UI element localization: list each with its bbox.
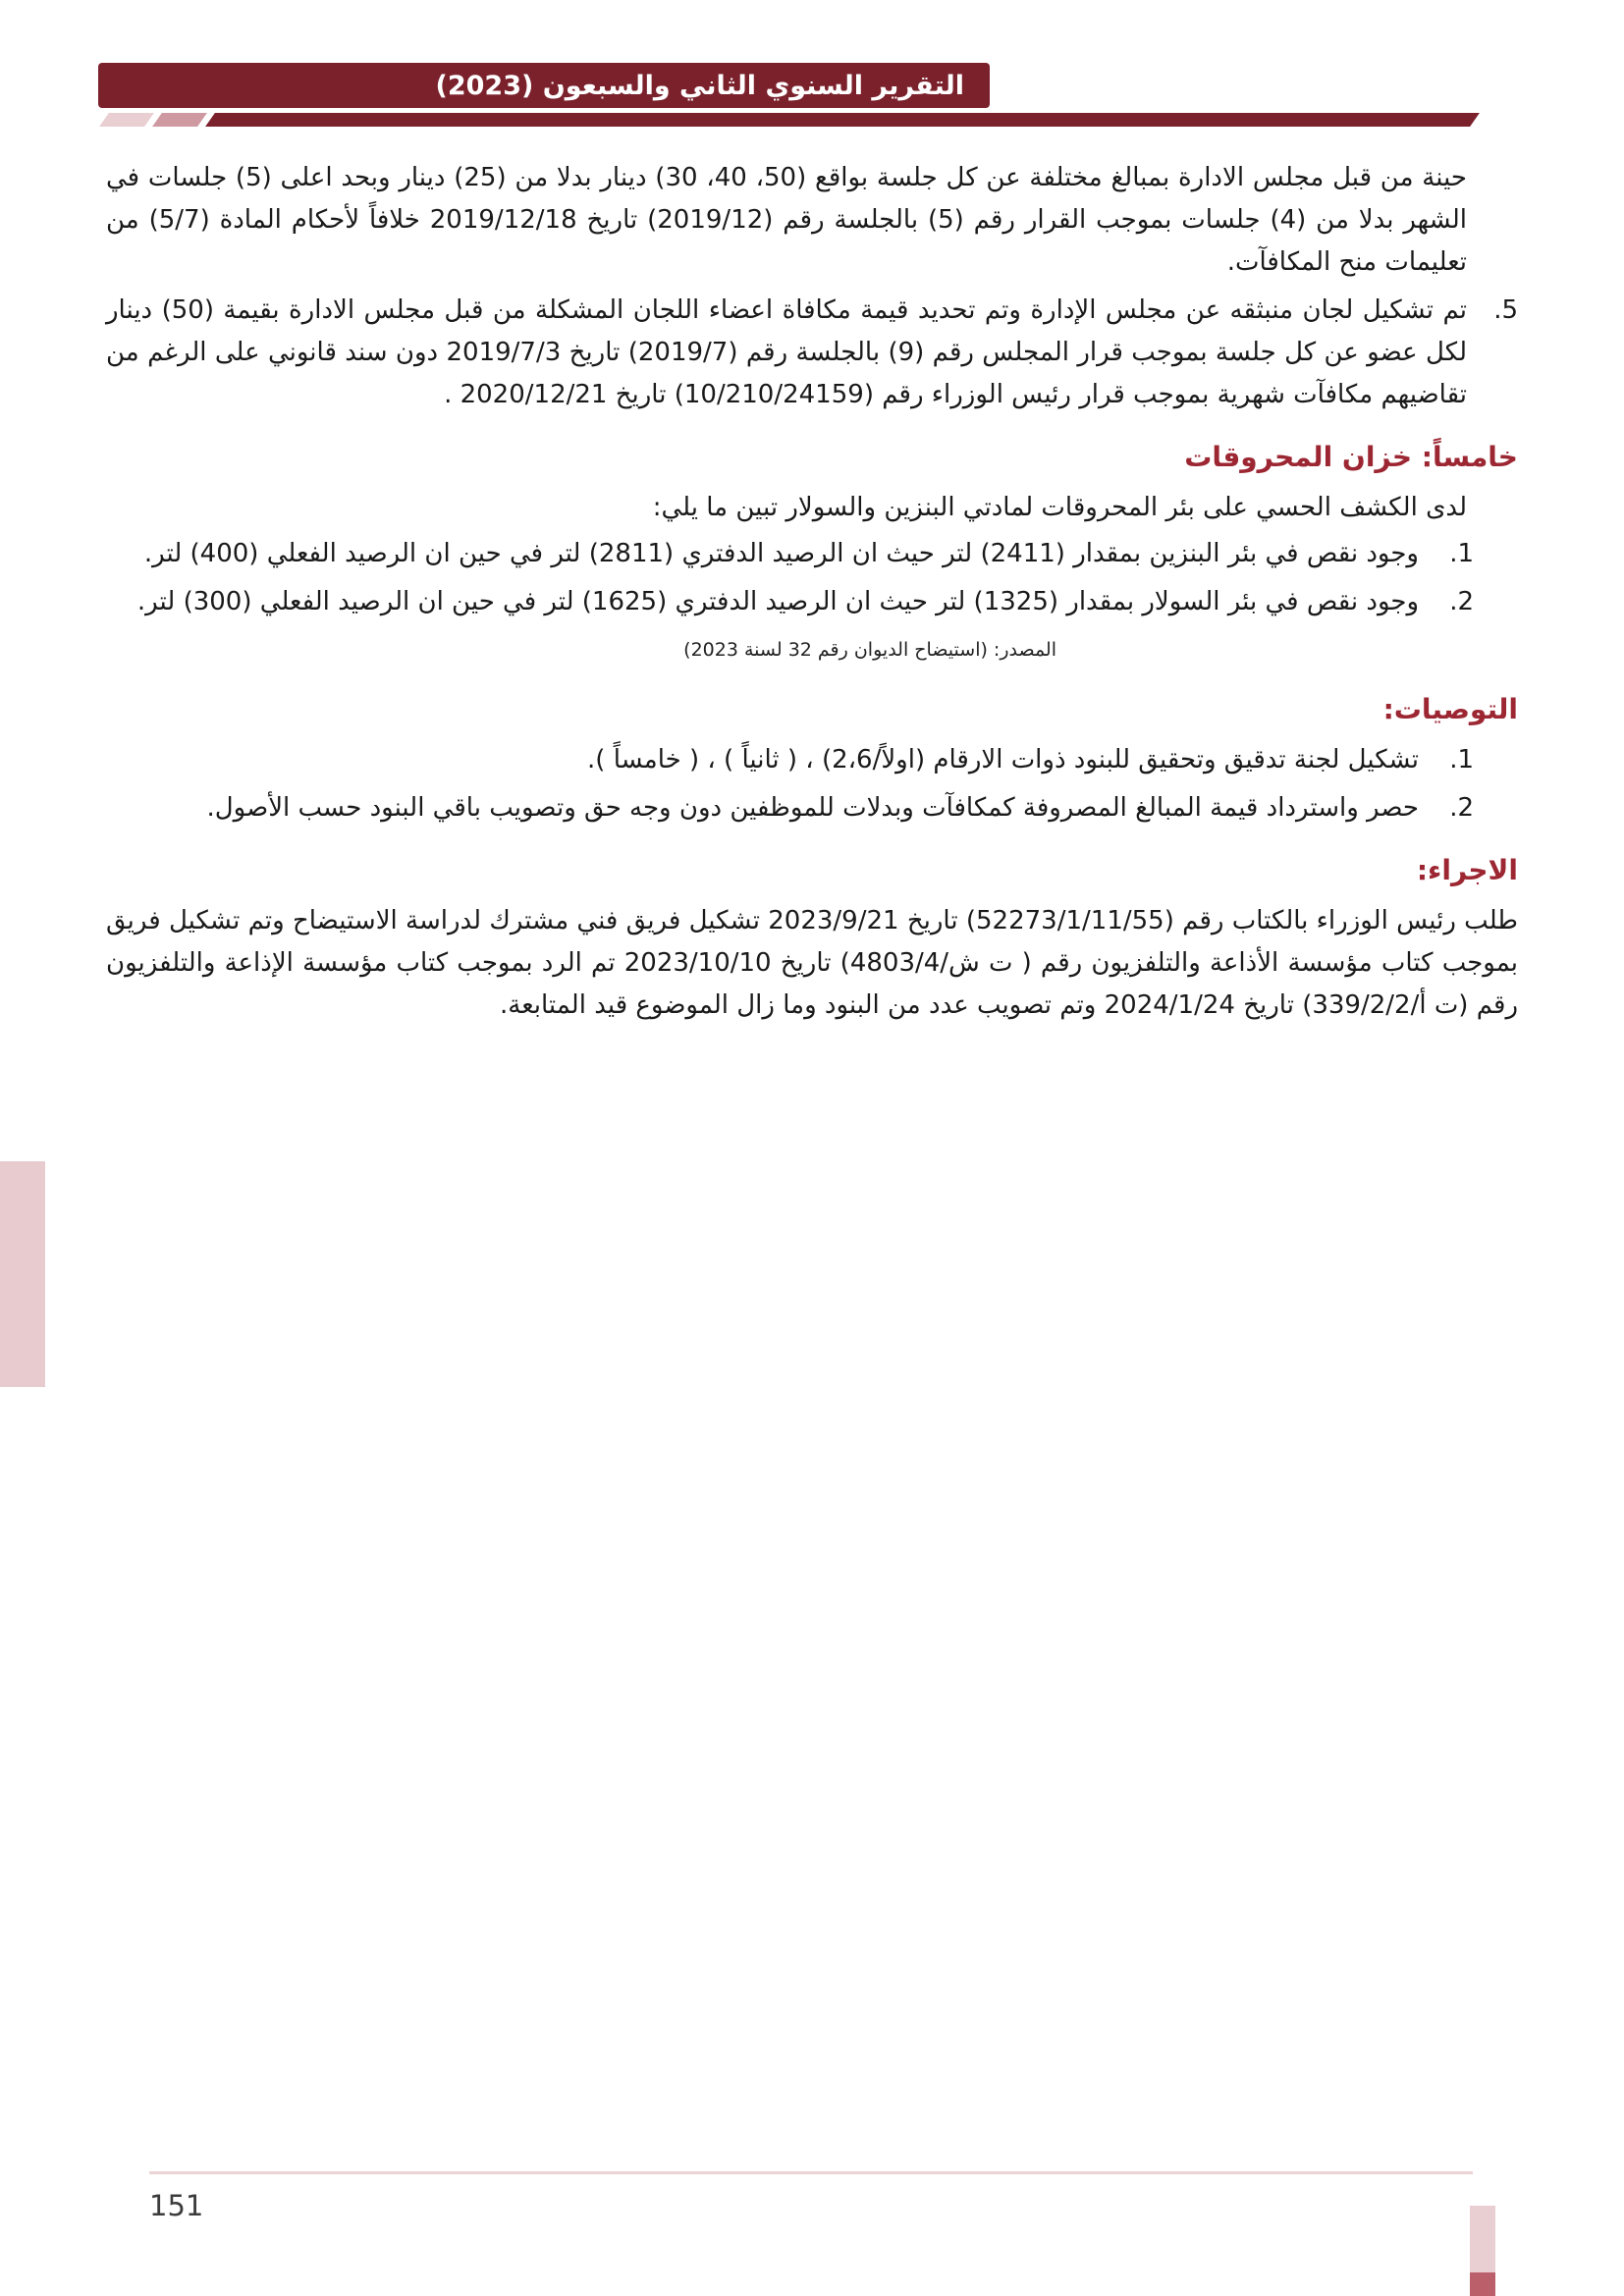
header-accent-strip-light	[99, 113, 154, 127]
corner-accent-maroon	[1470, 2272, 1495, 2296]
header-accent-strip-mid	[152, 113, 207, 127]
fuel-item-1-number: 1.	[1449, 539, 1474, 568]
item-5-text: تم تشكيل لجان منبثقه عن مجلس الإدارة وتم تحديد قيمة مكافاة اعضاء اللجان المشكلة من قبل مجلس الادارة بقيمة (50) دينار لكل عضو عن كل جلسة بموجب قرار المجلس رقم (9) بالجلسة رقم (2019/7) تاريخ 2019/7/3 دون سند قانوني على الرغم من تقاضيهم مكافآت شهرية بموجب قرار رئيس الوزراء رقم (10/210/24159) تاريخ 2020/12/21 .	[106, 295, 1467, 409]
paragraph-continuation	[106, 157, 1518, 284]
footer-rule	[149, 2171, 1473, 2174]
left-edge-tab	[0, 1161, 45, 1387]
fuel-item-1-text: وجود نقص في بئر البنزين بمقدار (2411) لتر حيث ان الرصيد الدفتري (2811) لتر في حين ان الرصيد الفعلي (400) لتر.	[143, 539, 1419, 568]
page-number: 151	[149, 2189, 204, 2222]
procedure-text: طلب رئيس الوزراء بالكتاب رقم (52273/1/11/55) تاريخ 2023/9/21 تشكيل فريق فني مشترك لدراسة الاستيضاح وتم تشكيل فريق بموجب كتاب مؤسسة الأذاعة والتلفزيون رقم ( ت ش/4803/4) تاريخ 2023/10/10 تم الرد بموجب كتاب مؤسسة الإذاعة والتلفزيون رقم (ت أ/339/2/2) تاريخ 2024/1/24 وتم تصويب عدد من البنود وما زال الموضوع قيد المتابعة.	[106, 906, 1519, 1020]
source-note: المصدر: (استيضاح الديوان رقم 32 لسنة 2023)	[683, 639, 1056, 661]
report-title: التقرير السنوي الثاني والسبعون (2023)	[435, 70, 964, 101]
item-5-number: 5.	[1493, 295, 1518, 325]
recommendation-1-text: تشكيل لجنة تدقيق وتحقيق للبنود ذوات الارقام (اولاً/2،6) ، ( ثانياً ) ، ( خامساً ).	[587, 745, 1419, 774]
recommendation-2-text: حصر واسترداد قيمة المبالغ المصروفة كمكافآت وبدلات للموظفين دون وجه حق وتصويب باقي البنود حسب الأصول.	[206, 793, 1419, 823]
fuel-item-2-number: 2.	[1449, 587, 1474, 616]
item-number-blank	[1467, 157, 1518, 284]
fuel-item-1	[106, 533, 1518, 575]
corner-accent-pink	[1470, 2206, 1495, 2272]
recommendations-heading: التوصيات:	[1382, 693, 1518, 725]
recommendation-2	[106, 787, 1518, 829]
recommendation-2-number: 2.	[1449, 793, 1474, 823]
fuel-item-2	[106, 581, 1518, 623]
report-header-bar	[98, 63, 990, 108]
header-accent-rule	[205, 113, 1480, 127]
fuel-section-heading: خامساً: خزان المحروقات	[1184, 441, 1518, 473]
recommendation-1	[106, 739, 1518, 781]
fuel-item-2-text: وجود نقص في بئر السولار بمقدار (1325) لتر حيث ان الرصيد الدفتري (1625) لتر في حين ان الرصيد الفعلي (300) لتر.	[136, 587, 1419, 616]
list-item-5	[106, 290, 1518, 416]
continuation-text: حينة من قبل مجلس الادارة بمبالغ مختلفة عن كل جلسة بواقع (50، 40، 30) دينار بدلا من (25) دينار وبحد اعلى (5) جلسات في الشهر بدلا من (4) جلسات بموجب القرار رقم (5) بالجلسة رقم (2019/12) تاريخ 2019/12/18 خلافاً لأحكام المادة (5/7) من تعليمات منح المكافآت.	[106, 163, 1468, 277]
recommendation-1-number: 1.	[1449, 745, 1474, 774]
fuel-intro: لدى الكشف الحسي على بئر المحروقات لمادتي البنزين والسولار تبين ما يلي:	[652, 493, 1467, 522]
procedure-heading: الاجراء:	[1416, 854, 1518, 886]
page-body	[106, 157, 1518, 1027]
